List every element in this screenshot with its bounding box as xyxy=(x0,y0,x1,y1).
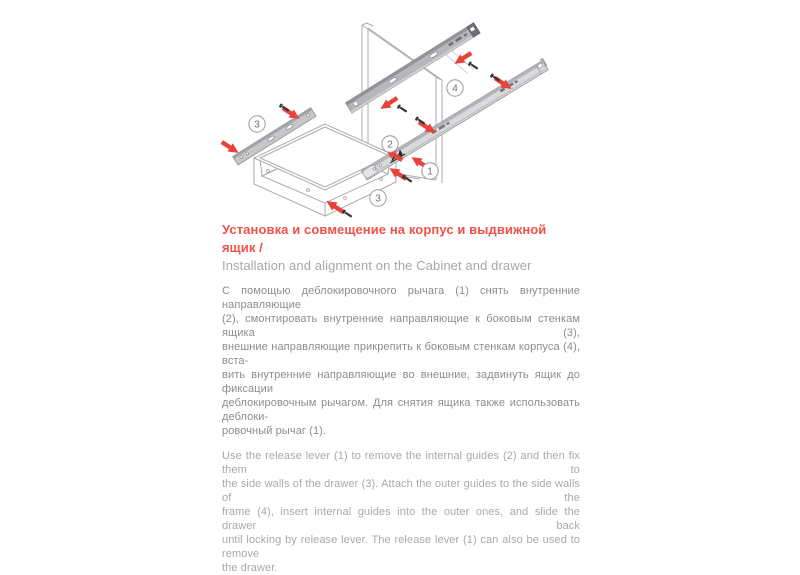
installation-diagram xyxy=(0,0,800,222)
callout-2-label: 2 xyxy=(387,139,393,151)
paragraph-english-line: Use the release lever (1) to remove the internal guides (2) and then fix them to xyxy=(222,450,580,476)
instruction-text-column xyxy=(222,221,580,575)
callout-1 xyxy=(422,163,438,179)
callout-3-bottom xyxy=(370,190,386,206)
paragraph-russian-line: (2), смонтировать внутренние направляющие к боковым стенкам ящика (3), xyxy=(222,313,580,339)
page-title-en: Installation and alignment on the Cabinet and drawer xyxy=(222,258,532,273)
paragraph-russian-line: вить внутренние направляющие во внешние, задвинуть ящик до фиксации xyxy=(222,369,580,395)
page-title-ru: Установка и совмещение на корпус и выдвижной ящик / xyxy=(222,222,547,255)
callout-3-left-label: 3 xyxy=(254,119,260,131)
paragraph-english-line: until locking by release lever. The release lever (1) can also be used to remove xyxy=(222,534,580,560)
paragraph-russian-line: ровочный рычаг (1). xyxy=(222,425,327,437)
callout-4 xyxy=(447,80,463,96)
callout-2 xyxy=(382,136,398,152)
callout-1-label: 1 xyxy=(427,166,433,178)
outer-guide-cabinet-rail xyxy=(346,23,480,113)
callout-4-label: 4 xyxy=(452,83,458,95)
paragraph-russian-line: деблокировочным рычагом. Для снятия ящика также использовать деблоки- xyxy=(222,397,580,423)
paragraph-russian xyxy=(222,284,580,438)
paragraph-english-line: the drawer. xyxy=(222,562,278,574)
paragraph-russian-line: внешние направляющие прикрепить к боковым стенкам корпуса (4), вста- xyxy=(222,341,580,367)
exploded-view-svg xyxy=(0,0,800,222)
paragraph-russian-line: С помощью деблокировочного рычага (1) снять внутренние направляющие xyxy=(222,285,580,311)
callout-3-bottom-label: 3 xyxy=(375,193,381,205)
callout-3-left xyxy=(249,116,265,132)
paragraph-english-line: frame (4), insert internal guides into the outer ones, and slide the drawer back xyxy=(222,506,580,532)
paragraph-english-line: the side walls of the drawer (3). Attach the outer guides to the side walls of the xyxy=(222,478,580,504)
paragraph-english xyxy=(222,449,580,575)
